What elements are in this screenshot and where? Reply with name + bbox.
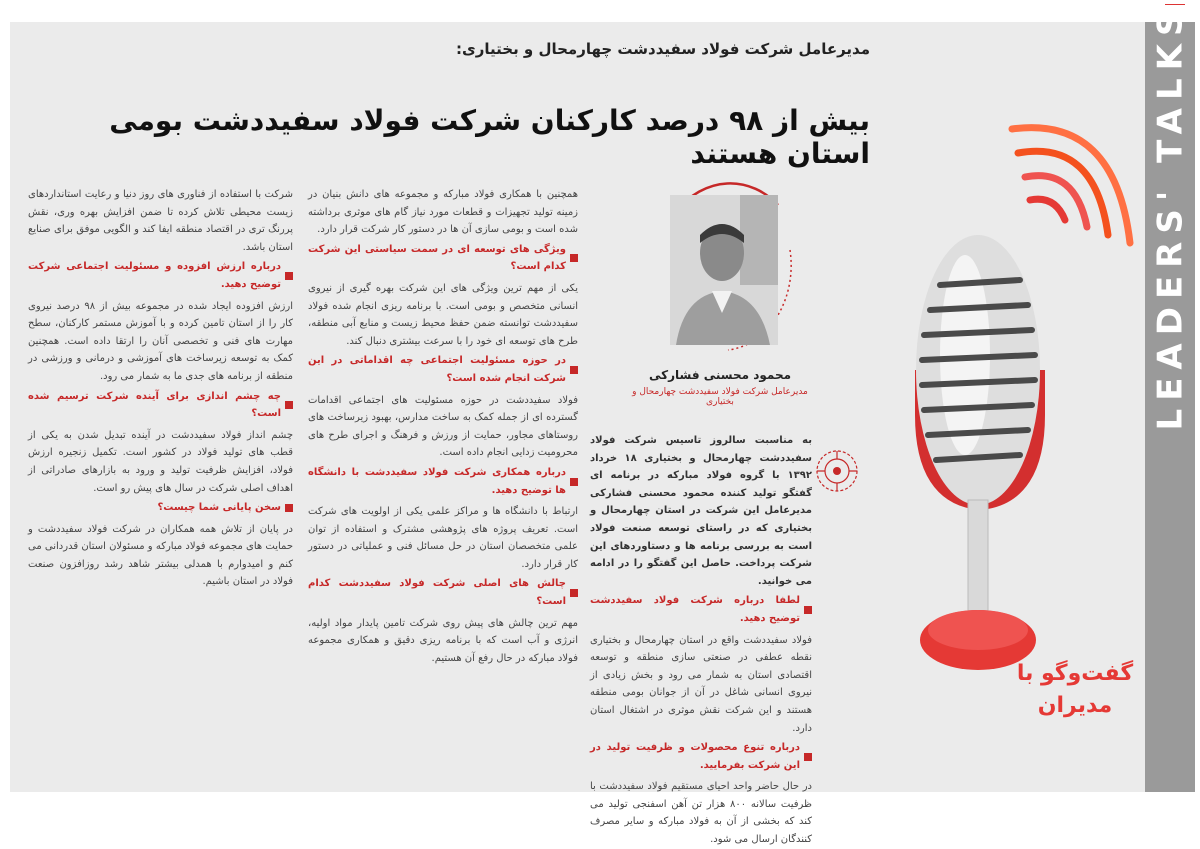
portrait <box>650 180 810 360</box>
answer-paragraph: در پایان از تلاش همه همکاران در شرکت فولاد سفیددشت و حمایت های مجموعه فولاد مبارکه و مسئولان استان قدردانی می کنم و امیدوارم با همدلی بیشتر شاهد رشد روزافزون صنعت فولاد در استان باشیم. <box>28 523 293 588</box>
interviewee-name: محمود محسنی فشارکی <box>648 368 792 382</box>
question-text: در حوزه مسئولیت اجتماعی چه اقداماتی در این شرکت انجام شده است؟ <box>308 355 566 384</box>
question-text: چه چشم اندازی برای آینده شرکت ترسیم شده است؟ <box>28 390 281 420</box>
question-heading <box>590 592 812 627</box>
signal-waves-icon <box>1012 128 1130 243</box>
sidebar-label <box>1145 3 1195 792</box>
question-heading <box>308 575 578 610</box>
article-column-middle <box>308 186 578 786</box>
answer-paragraph: ارزش افزوده ایجاد شده در مجموعه بیش از ۹۸ درصد نیروی کار را از استان تامین کرده و با آموزش مستمر کارکنان، سطح مهارت های فنی و تخصصی آنان را ارتقا داده است. همچنین کمک به توسعه زیرساخت های آموزشی و درمانی و ورزشی در منطقه از برنامه های جدی ما به شمار می رود. <box>28 300 293 382</box>
question-text: درباره همکاری شرکت فولاد سفیددشت با دانشگاه ها توضیح دهید. <box>308 466 566 496</box>
answer-paragraph: شرکت با استفاده از فناوری های روز دنیا و رعایت استانداردهای زیست محیطی تلاش کرده تا ضمن افزایش بهره وری، نقش پررنگ تری در اقتصاد منطقه ایفا کند و الگویی موفق برای صنایع استان باشد. <box>28 189 293 253</box>
question-heading <box>28 258 293 293</box>
question-text: درباره ارزش افزوده و مسئولیت اجتماعی شرکت توضیح دهید. <box>28 261 281 290</box>
question-bullet-icon <box>570 366 578 374</box>
answer-paragraph: فولاد سفیددشت واقع در استان چهارمحال و بختیاری نقطه عطفی در صنعتی سازی منطقه و توسعه اقتصادی استان به شمار می رود و بخش زیادی از نیروی انسانی شاغل در آن از جوانان بومی منطقه هستند و این شرکت نقش موثری در اشتغال استان دارد. <box>590 634 812 734</box>
question-heading <box>308 241 578 276</box>
answer-paragraph: فولاد سفیددشت در حوزه مسئولیت های اجتماعی اقدامات گسترده ای از جمله کمک به ساخت مدارس، بهبود زیرساخت های روستاهای مجاور، حمایت از ورزش و فرهنگ و اجرای طرح های محرومیت زدایی انجام داده است. <box>308 394 578 459</box>
question-heading <box>308 352 578 387</box>
answer-paragraph: همچنین با همکاری فولاد مبارکه و مجموعه های دانش بنیان در زمینه تولید تجهیزات و قطعات مورد نیاز گام های موثری برداشته شده است و بومی سازی آن ها در دستور کار شرکت قرار دارد. <box>308 189 578 236</box>
answer-paragraph: چشم انداز فولاد سفیددشت در آینده تبدیل شدن به یکی از قطب های تولید فولاد در کشور است. تکمیل زنجیره ارزش فولاد، افزایش ظرفیت تولید و ورود به بازارهای صادراتی از اهداف اصلی شرکت در سال های پیش رو است. <box>28 429 293 494</box>
answer-paragraph: مهم ترین چالش های پیش روی شرکت تامین پایدار مواد اولیه، انرژی و آب است که با برنامه ریزی دقیق و همکاری مجموعه فولاد مبارکه در حال رفع آن هستیم. <box>308 617 578 664</box>
question-bullet-icon <box>285 504 293 512</box>
question-text: درباره تنوع محصولات و ظرفیت تولید در این شرکت بفرمایید. <box>590 742 800 771</box>
question-bullet-icon <box>570 254 578 262</box>
question-text: سخن پایانی شما چیست؟ <box>157 502 281 514</box>
article-column-right <box>590 432 812 846</box>
article-intro: به مناسبت سالروز تاسیس شرکت فولاد سفیددشت چهارمحال و بختیاری ۱۸ خرداد ۱۳۹۲ با گروه فولاد مبارکه در برنامه ای گفتگو تولید کننده محمود محسنی فشارکی مدیرعامل این شرکت در استان چهارمحال و بختیاری که در راستای توسعه صنعت فولاد است به بررسی برنامه ها و دستاوردهای این شرکت پرداخت. حاصل این گفتگو را در ادامه می خوانید. <box>590 435 812 587</box>
microphone-icon <box>880 115 1140 685</box>
article-kicker: مدیرعامل شرکت فولاد سفیددشت چهارمحال و بختیاری: <box>456 40 870 58</box>
answer-paragraph: یکی از مهم ترین ویژگی های این شرکت بهره گیری از نیروی انسانی متخصص و بومی است. با برنامه ریزی انجام شده فولاد سفیددشت توانسته ضمن حفظ محیط زیست و منابع آبی منطقه، طرح های توسعه ای خود را با سرعت بیشتری دنبال کند. <box>308 282 578 347</box>
question-bullet-icon <box>570 589 578 597</box>
question-heading <box>308 464 578 499</box>
question-text: چالش های اصلی شرکت فولاد سفیددشت کدام است؟ <box>308 578 566 608</box>
question-heading <box>28 388 293 423</box>
article-headline: بیش از ۹۸ درصد کارکنان شرکت فولاد سفیددشت بومی استان هستند <box>109 104 870 170</box>
question-bullet-icon <box>285 272 293 280</box>
question-bullet-icon <box>804 606 812 614</box>
emblem-icon <box>814 448 860 494</box>
question-text: لطفا درباره شرکت فولاد سفیددشت توضیح دهید. <box>590 595 800 624</box>
question-text: ویژگی های توسعه ای در سمت سیاستی این شرکت کدام است؟ <box>308 243 566 273</box>
sidebar-label-text: LEADERS' TALKS <box>1150 3 1190 431</box>
section-title: گفت‌وگو با مدیران <box>1016 661 1134 718</box>
person-silhouette-icon <box>670 195 778 345</box>
article-column-left <box>28 186 293 786</box>
question-bullet-icon <box>570 478 578 486</box>
question-heading <box>590 739 812 774</box>
interviewee-role: مدیرعامل شرکت فولاد سفیددشت چهارمحال و بختیاری <box>632 387 808 407</box>
question-heading <box>28 499 293 517</box>
answer-paragraph: در حال حاضر واحد احیای مستقیم فولاد سفیددشت با ظرفیت سالانه ۸۰۰ هزار تن آهن اسفنجی تولید می کند که بخشی از آن به فولاد مبارکه و سایر مصرف کنندگان ارسال می شود. <box>590 781 812 846</box>
portrait-photo <box>670 195 778 345</box>
question-bullet-icon <box>285 401 293 409</box>
answer-paragraph: ارتباط با دانشگاه ها و مراکز علمی یکی از اولویت های شرکت است. تعریف پروژه های پژوهشی مشترک و استفاده از توان علمی متخصصان استان در حل مسائل فنی و عملیاتی در دستور کار قرار دارد. <box>308 506 578 570</box>
question-bullet-icon <box>804 753 812 761</box>
top-rule <box>0 0 1200 14</box>
